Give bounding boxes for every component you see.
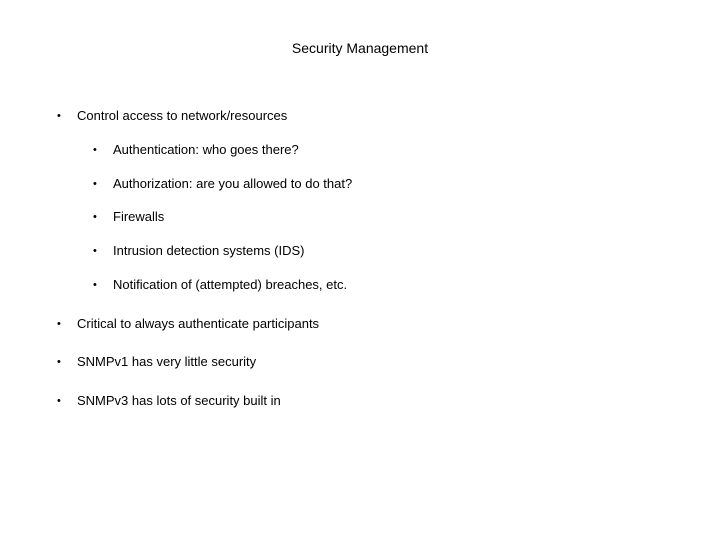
bullet-dot-icon: • [57,110,61,122]
sub-bullet-item [93,175,352,193]
bullet-dot-icon: • [93,178,97,190]
bullet-text: Firewalls [113,209,165,224]
bullet-text: Notification of (attempted) breaches, etc. [113,277,348,292]
bullet-text: Control access to network/resources [77,108,288,123]
bullet-dot-icon: • [93,279,97,291]
bullet-item [57,107,287,125]
bullet-dot-icon: • [93,245,97,257]
bullet-dot-icon: • [93,211,97,223]
bullet-dot-icon: • [57,395,61,407]
bullet-text: SNMPv1 has very little security [77,354,257,369]
sub-bullet-item [93,208,164,226]
bullet-dot-icon: • [93,144,97,156]
bullet-item [57,353,256,371]
bullet-text: Intrusion detection systems (IDS) [113,243,305,258]
sub-bullet-item [93,141,299,159]
sub-bullet-item [93,242,304,260]
bullet-text: Critical to always authenticate participants [77,316,320,331]
bullet-text: Authentication: who goes there? [113,142,299,157]
bullet-item [57,392,281,410]
slide-title: Security Management [291,40,429,56]
bullet-text: Authorization: are you allowed to do that? [113,176,353,191]
bullet-dot-icon: • [57,318,61,330]
sub-bullet-item [93,276,347,294]
bullet-dot-icon: • [57,356,61,368]
bullet-item [57,315,319,333]
bullet-text: SNMPv3 has lots of security built in [77,393,281,408]
